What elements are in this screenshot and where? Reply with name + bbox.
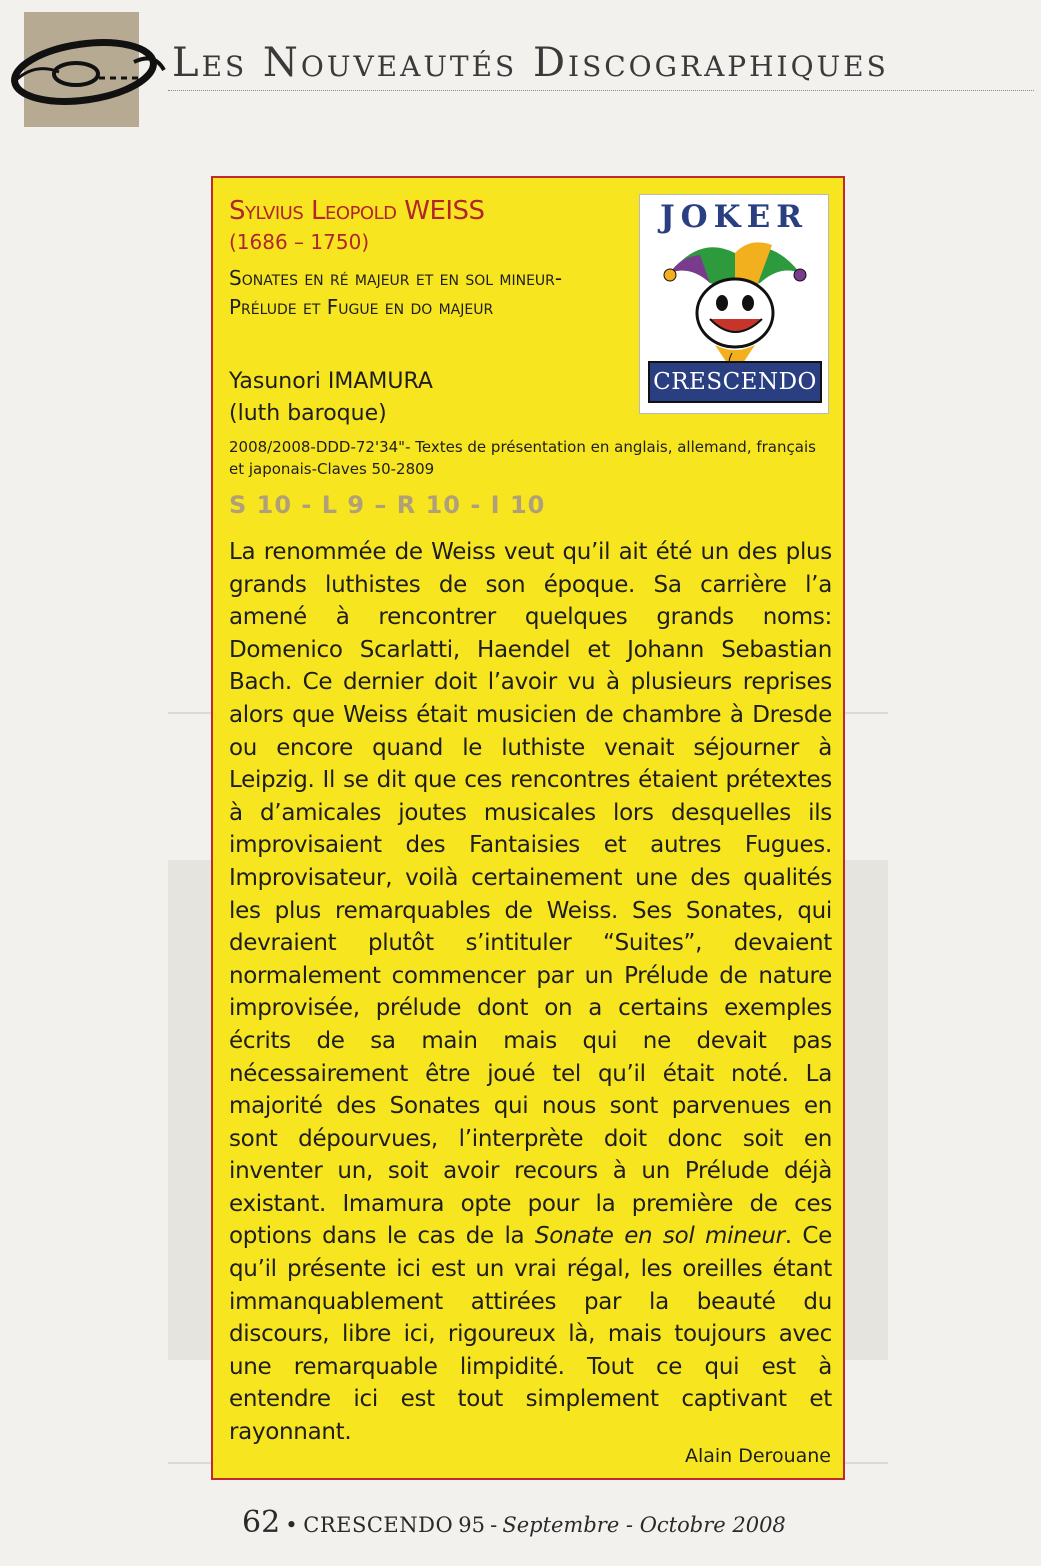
footer-bullet: •: [285, 1513, 299, 1537]
header-divider: [168, 90, 1034, 91]
issue-date: Septembre - Octobre 2008: [502, 1513, 786, 1537]
review-box: [211, 176, 845, 1480]
footer-dash: -: [490, 1513, 498, 1537]
crescendo-badge: CRESCENDO: [648, 361, 822, 403]
works-title: Sonates en ré majeur et en sol mineur-Prélude et Fugue en do majeur: [229, 266, 563, 319]
review-body-part2: . Ce qu’il présente ici est un vrai régal, les oreilles étant immanquablement attirées par la beauté du discours, libre ici, rigoureux là, mais toujours avec une remarquable limpidité. Tout ce qui est à entendre ici est tout simplement captivant et rayonnant.: [229, 1223, 832, 1446]
joker-word: JOKER: [659, 199, 808, 235]
background-shade: [845, 860, 888, 1360]
page-number: 62: [242, 1505, 281, 1540]
section-title: Les Nouveautés Discographiques: [172, 40, 889, 86]
magazine-name: CRESCENDO: [303, 1513, 454, 1537]
background-shade: [168, 860, 211, 1360]
review-body: [229, 536, 832, 1449]
performer-instrument: (luth baroque): [229, 401, 387, 426]
review-author: Alain Derouane: [684, 1445, 831, 1467]
composer-dates: (1686 – 1750): [229, 230, 370, 254]
joker-crescendo-logo: [639, 194, 829, 414]
crescendo-swirl-logo-icon: [4, 22, 169, 122]
composer-name: Sylvius Leopold WEISS: [229, 196, 485, 226]
review-body-italic: Sonate en sol mineur: [534, 1223, 785, 1250]
review-body-part1: La renommée de Weiss veut qu’il ait été un des plus grands luthistes de son époque. Sa carrière l’a amené à rencontrer quelques grands noms: Domenico Scarlatti, Haendel et Johann Sebastian Bach. Ce dernier doit l’avoir vu à plusieurs reprises alors que Weiss était musicien de chambre à Dresde ou encore quand le luthiste venait séjourner à Leipzig. Il se dit que ces rencontres étaient prétextes à d’amicales joutes musicales lors desquelles ils improvisaient des Fantaisies et autres Fugues. Improvisateur, voilà certainement une des qualités les plus remarquables de Weiss. Ses Sonates, qui devraient plutôt s’intituler “Suites”, devaient normalement commencer par un Prélude de nature improvisée, prélude dont on a certains exemples écrits de sa main mais qui ne devait pas nécessairement être joué tel qu’il était noté. La majorité des Sonates qui nous sont parvenues en sont dépourvues, l’interprète doit donc soit en inventer un, soit avoir recours à un Prélude déjà existant. Imamura opte pour la première de ces options dans le cas de la: [229, 539, 832, 1250]
ratings: S 10 - L 9 – R 10 - I 10: [229, 491, 546, 519]
issue-number: 95: [458, 1513, 486, 1537]
recording-details: 2008/2008-DDD-72'34"- Textes de présentation en anglais, allemand, français et japonais-Claves 50-2809: [229, 438, 816, 478]
performer-name: Yasunori IMAMURA: [229, 369, 433, 394]
page-footer: [242, 1505, 786, 1540]
